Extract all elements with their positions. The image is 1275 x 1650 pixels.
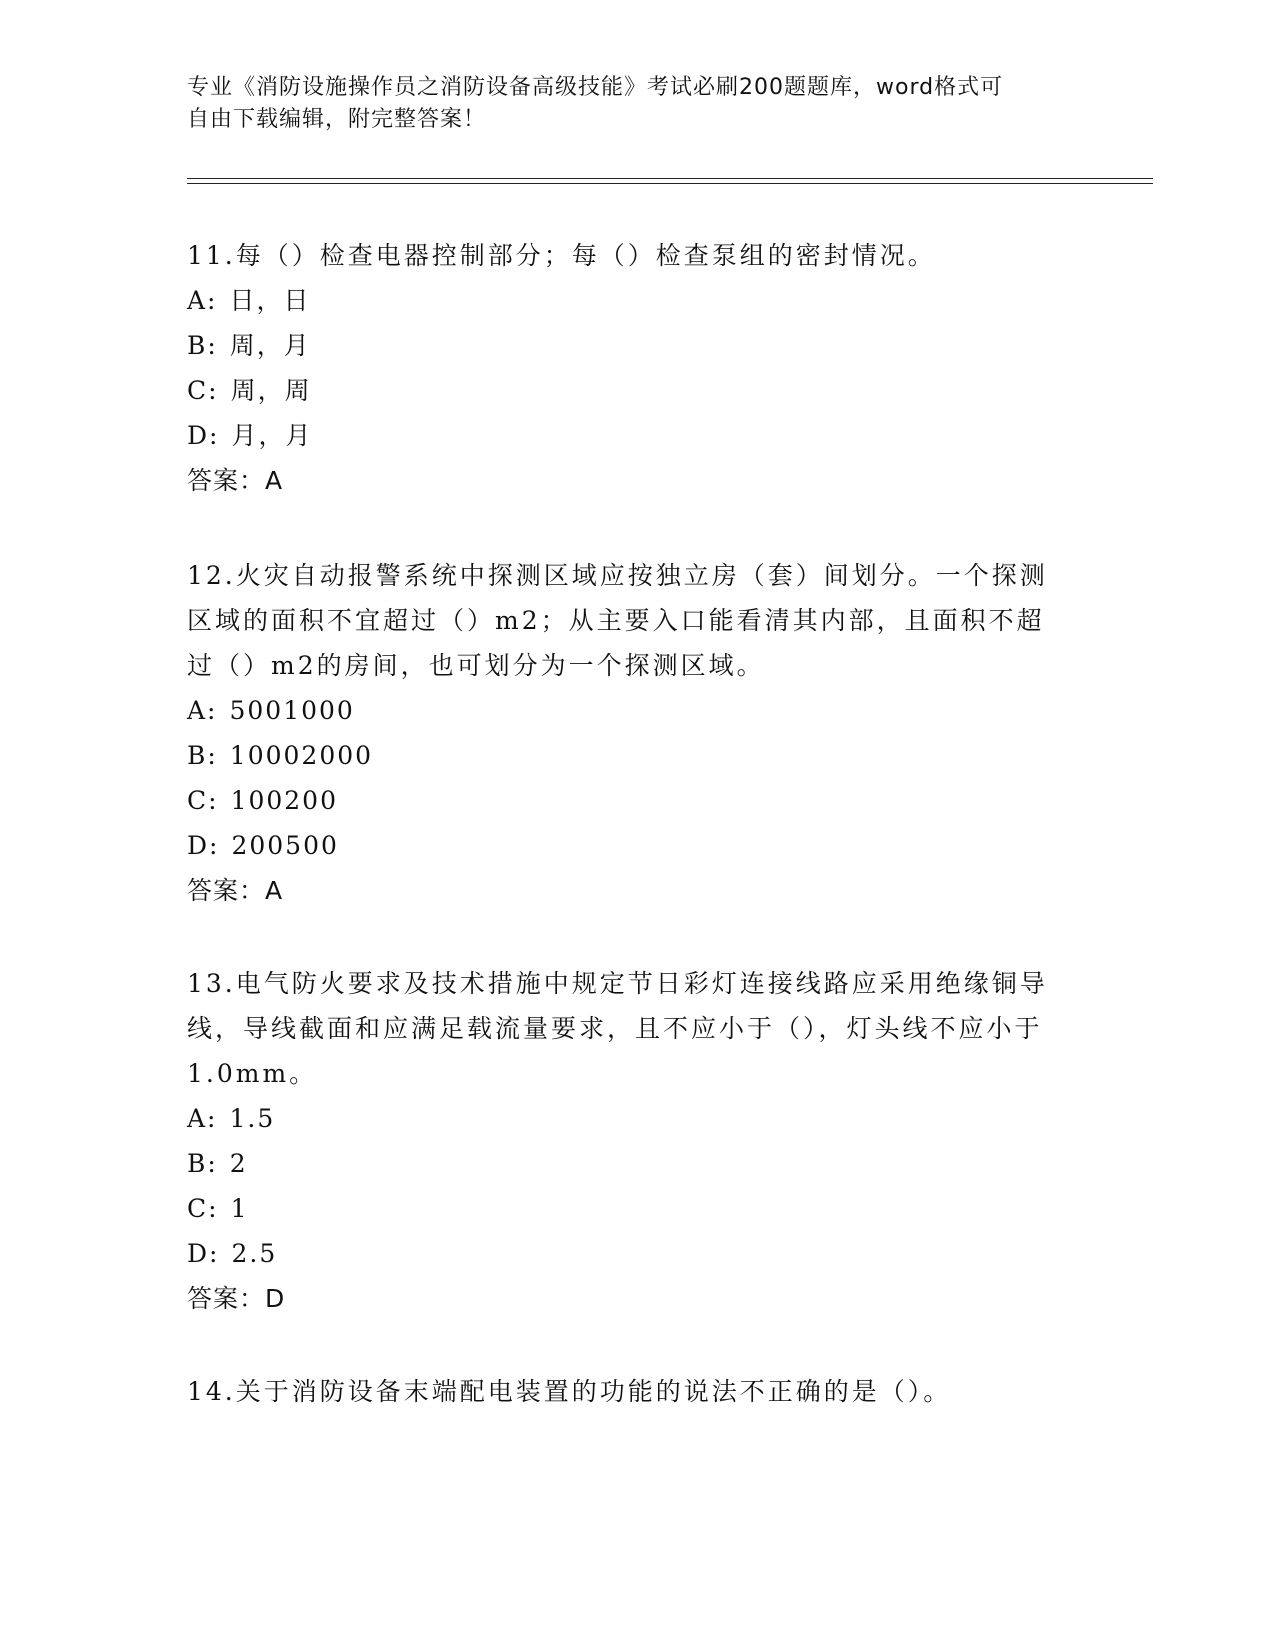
option-a bbox=[187, 688, 1067, 733]
header-divider-bottom bbox=[187, 183, 1153, 184]
option-letter: C: bbox=[187, 1194, 219, 1223]
question-stem: 14.关于消防设备末端配电装置的功能的说法不正确的是（）。 bbox=[187, 1377, 952, 1406]
question-11 bbox=[187, 233, 1067, 503]
question-12 bbox=[187, 553, 1067, 913]
option-text: 100200 bbox=[230, 786, 338, 815]
option-c bbox=[187, 368, 1067, 413]
option-b bbox=[187, 323, 1067, 368]
header-line-1: 专业《消防设施操作员之消防设备高级技能》考试必刷200题题库，word格式可 bbox=[187, 75, 1004, 100]
option-text: 周，月 bbox=[229, 331, 311, 360]
question-stem: 11.每（）检查电器控制部分；每（）检查泵组的密封情况。 bbox=[187, 241, 936, 270]
option-text: 日，日 bbox=[229, 286, 311, 315]
option-d bbox=[187, 1231, 1067, 1276]
option-letter: C: bbox=[187, 786, 219, 815]
document-header bbox=[187, 72, 1087, 136]
option-letter: D: bbox=[187, 421, 220, 450]
header-line-2: 自由下载编辑，附完整答案！ bbox=[187, 107, 487, 132]
question-stem: 12.火灾自动报警系统中探测区域应按独立房（套）间划分。一个探测区域的面积不宜超过（）m2；从主要入口能看清其内部，且面积不超过（）m2的房间，也可划分为一个探测区域。 bbox=[187, 561, 1048, 680]
question-14 bbox=[187, 1369, 1067, 1414]
option-text: 月，月 bbox=[231, 421, 313, 450]
option-text: 200500 bbox=[231, 831, 339, 860]
option-a bbox=[187, 1096, 1067, 1141]
header-divider-top bbox=[187, 178, 1153, 179]
answer-line: 答案：A bbox=[187, 466, 284, 495]
option-c bbox=[187, 1186, 1067, 1231]
option-text: 周，周 bbox=[230, 376, 312, 405]
option-text: 1.5 bbox=[229, 1104, 276, 1133]
option-text: 2.5 bbox=[231, 1239, 278, 1268]
option-text: 2 bbox=[229, 1149, 248, 1178]
option-text: 5001000 bbox=[229, 696, 355, 725]
option-letter: C: bbox=[187, 376, 219, 405]
option-letter: B: bbox=[187, 1149, 218, 1178]
option-letter: A: bbox=[187, 1104, 218, 1133]
answer-line: 答案：A bbox=[187, 876, 284, 905]
option-letter: D: bbox=[187, 1239, 220, 1268]
option-letter: A: bbox=[187, 696, 218, 725]
option-text: 10002000 bbox=[229, 741, 374, 770]
question-13 bbox=[187, 961, 1067, 1321]
option-d bbox=[187, 413, 1067, 458]
option-letter: B: bbox=[187, 741, 218, 770]
option-b bbox=[187, 733, 1067, 778]
option-letter: B: bbox=[187, 331, 218, 360]
option-letter: D: bbox=[187, 831, 220, 860]
option-text: 1 bbox=[230, 1194, 249, 1223]
question-stem: 13.电气防火要求及技术措施中规定节日彩灯连接线路应采用绝缘铜导线，导线截面和应满足载流量要求，且不应小于（），灯头线不应小于1.0mm。 bbox=[187, 969, 1048, 1088]
option-a bbox=[187, 278, 1067, 323]
option-c bbox=[187, 778, 1067, 823]
option-letter: A: bbox=[187, 286, 218, 315]
option-d bbox=[187, 823, 1067, 868]
option-b bbox=[187, 1141, 1067, 1186]
answer-line: 答案：D bbox=[187, 1284, 286, 1313]
